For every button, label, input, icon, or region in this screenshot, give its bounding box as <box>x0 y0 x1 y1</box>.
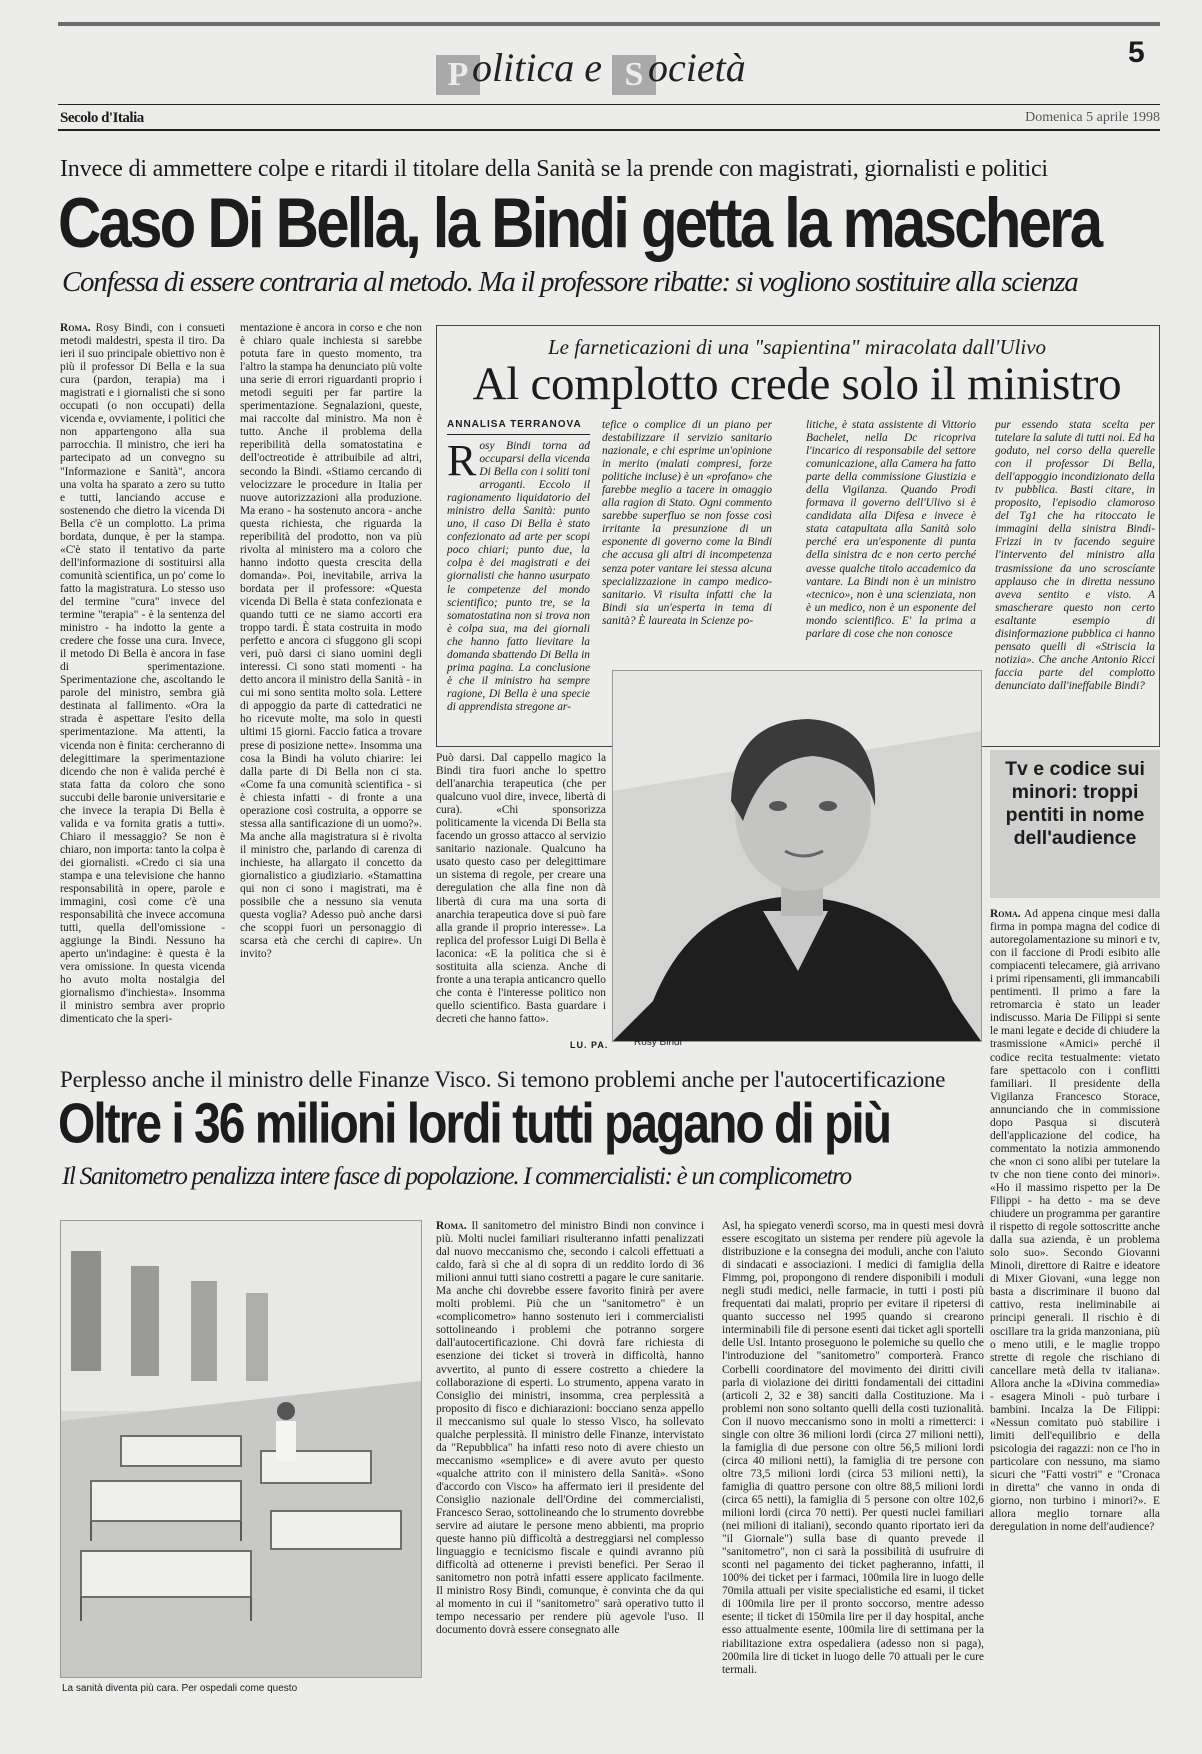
story2-column-1 <box>447 436 590 740</box>
story3-dateline: Roma. <box>990 908 1021 920</box>
story1-column-1-text: Rosy Bindi, con i consueti metodi maldestri, spesta il tiro. Da ieri il suo principale obiettivo non è più il professor Di Bella e la sua cura (pardon, terapia) ma i magistrati e i giornalisti che si sono occupati (o non occupati) della vicenda e, ovviamente, i politici che non appartengono alla sua parrocchia. Il ministro, che ieri ha partecipato ad un convegno su "Informazione e Sanità", ancora una volta ha sparato a zero su tutto e tutti, lanciando accuse e sostenendo che dietro la vicenda Di Bella c'è un complotto. La prima bordata, dunque, è per la stampa. «C'è stato il tentativo da parte dell'informazione di sostituirsi alla comunità scientifica, un po' come lo fatto la magistratura. Lo stesso uso del termine "cura" invece del termine "terapia" - è la sentenza del ministro - ha indotto la gente a credere che fosse una cura. Invece, il metodo Di Bella è ancora in fase di sperimentazione. Sperimentazione che, ascoltando le parole del ministro, sembra già destinata al fallimento. «Ora la strada è aspettare l'esito della sperimentazione. Ma attenti, la vicenda non è finita: cercheranno di delegittimare la sperimentazione dicendo che non è valida perché è stata fatta da coloro che sono succubi delle baronie universitarie e che invece la terapia Di Bella è valida e va fornita gratis a tutti». Chiaro il messaggio? Se non è chiaro, non importa: tanto la colpa è dei giornalisti. «Credo ci sia una stampa e una televisione che hanno responsabilità in opere, parole e immagini, così come c'è una responsabilità che invece accomuna tutti, quella dell'omissione - aggiunge la Bindi. Nessuno ha aperto un'indagine: è questa è la vera omissione. In questa vicenda ho avuto molta nostalgia del giornalismo d'inchiesta». Insomma il ministro sembra aver proprio dimenticato che la speri- <box>60 322 225 1026</box>
story1-dateline: Roma. <box>60 322 91 334</box>
section-initial-2: S <box>612 55 656 95</box>
story3-body: Ad appena cinque mesi dalla firma in pompa magna del codice di autoregolamentazione su minori e tv, con il faccione di Prodi esibito alle compiacenti telecamere, già arrivano i primi ripensamenti, gli immancabili pentimenti. Il primo a fare la retromarcia è stato un leader indiscusso. Maria De Filippi si sente le mani legate e decide di chiudere la trasmissione «Amici» perché il codice recita testualmente: vietato fare spettacolo con i conflitti familiari. Il presidente della Vigilanza Francesco Storace, annunciando che in commissione dopo Pasqua si discuterà dell'applicazione del codice, ha commentato la notizia ammonendo che «non ci sono alibi per tutelare la tv che non tiene conto dei minori». «Ho il massimo rispetto per la De Filippi - ha detto - ma se deve chiudere un programma per garantire il rispetto di regole sottoscritte anche dalla sua azienda, è un problema solo suo». Secondo Giovanni Minoli, direttore di Raitre e ideatore di Mixer Giovani, «una legge non basta a discriminare il buono dal cattivo, resta ineliminabile ai principi generali. Il rischio è di oscillare tra la grida manzoniana, più o meno utili, e le maglie troppo strette di regole che rischiano di cancellare metà della tv italiana». Allora anche la «Divina commedia» - esagera Minoli - può turbare i bambini. Incalza la De Filippi: «Nessun comitato può stabilire i limiti dell'equilibrio e della psicologia dei ragazzi: non ce l'ho in particolare con nessuno, ma siamo sicuri che "Fatti vostri" e "Cronaca in diretta" che vanno in onda di giorno, non turbino i minori?». E allora meglio tornare alla deregulation in nome dell'audience? <box>990 908 1161 1534</box>
story2-column-4: pur essendo stata scelta per tutelare la salute di tutti noi. Ed ha goduto, nel corso della querelle con il professor Di Bella, dell'appoggio incondizionato della tv pubblica. Basti citare, in proposito, l'episodio clamoroso del Tg1 che ha ritoccato le immagini della sinistra Bindi-Frizzi in tv facendo seguire l'intervento del ministro alla trasmissione da uno scroscíante applauso che in diretta nessuno aveva sentito e visto. A smascherare questo non certo esaltante esempio di disinformazione pubblica ci hanno pensato quelli di «Striscia la notizia». Che anche Antonio Ricci faccia parte del complotto denunciato dall'ineffabile Bindi? <box>995 419 1155 692</box>
story1-subhead: Confessa di essere contraria al metodo. Ma il professore ribatte: si vogliono sostituire alla scienza <box>62 266 1078 298</box>
story2-headline: Al complotto crede solo il ministro <box>472 358 1122 410</box>
story3-column <box>990 908 1160 1678</box>
story1-column-1 <box>60 322 225 1062</box>
hospital-photo-caption: La sanità diventa più cara. Per ospedali come questo <box>62 1683 298 1694</box>
portrait-illustration <box>613 671 981 1041</box>
section-initial-1: P <box>436 55 480 95</box>
paper-name: Secolo d'Italia <box>60 110 144 126</box>
story1-headline: Caso Di Bella, la Bindi getta la maschera <box>58 183 1101 263</box>
byline-rule <box>447 434 590 435</box>
story2-kicker: Le farneticazioni di una "sapientina" miracolata dall'Ulivo <box>547 335 1047 359</box>
story4-headline: Oltre i 36 milioni lordi tutti pagano di più <box>58 1093 891 1156</box>
edition-date: Domenica 5 aprile 1998 <box>1025 110 1160 125</box>
hospital-ward-illustration <box>61 1221 421 1677</box>
section-title-part-1: olitica e <box>472 45 612 90</box>
masthead-rule-bottom <box>58 129 1160 131</box>
story2-dropcap: R <box>447 436 477 485</box>
story4-column-2: Asl, ha spiegato venerdì scorso, ma in questi mesi dovrà essere escogitato un sistema per rendere più agevole la distribuzione e la consegna dei moduli, anche con l'aiuto di sindacati e associazioni. I medici di famiglia della Fimmg, poi, propongono di rendere disponibili i moduli negli studi medici, nelle farmacie, in tutti i posti più frequentati dai malati, proprio per evitare il ripetersi di quanto successo nel 1995 quando si crearono interminabili file di persone esenti dai ticket agli sportelli delle Usl. Intanto proseguono le polemiche su quello che l'introduzione del "sanitometro" comporterà. Franco Corbelli coordinatore del movimento dei diritti civili parla di violazione dei diritti fondamentali dei cittadini (articoli 2, 32 e 38) sanciti dalla Costituzione. Ma i problemi non sono soltanto quelli della costi tuzionalità. Con il nuovo meccanismo sono in molti a rimetterci: i single con oltre 36 milioni lordi (circa 27 milioni netti), la famiglia di due persone con oltre 56,5 milioni lordi (circa 40 milioni netti), la famiglia di tre persone con oltre 73,5 milioni lordi (circa 53 milioni netti), la famiglia di quattro persone con oltre 88,5 milioni lordi (circa 65 netti), la famiglia di 5 persone con oltre 102,6 milioni lordi (circa 70 netti). Per questi nuclei familiari (nei milioni di italiani), secondo quanto riportato ieri da "il Giornale") sulla base di quanto prevede il "sanitometro", non ci sarà la possibilità di usufruire di sconti nel pagamento dei ticket pagheranno, infatti, il 100% dei ticket per i farmaci, 100mila lire in luogo delle 70mila attuali per visite specialistiche ed esami, il ticket di 100mila lire per il pronto soccorso, mentre adesso esente; il ticket di 150mila lire per il day hospital, anche esso attualmente esente, 100mila lire di settimana per la riabilitazione extra ospedaliera (adesso non si paga), 200mila lire di ticket in luogo delle 70 attuali per le cure termali. <box>722 1220 984 1676</box>
story4-subhead: Il Sanitometro penalizza intere fasce di popolazione. I commercialisti: è un complicometro <box>62 1163 851 1190</box>
rosy-bindi-caption: Rosy Bindi <box>634 1037 682 1048</box>
page-number: 5 <box>1128 36 1145 69</box>
story1-column-2: mentazione è ancora in corso e che non è chiaro quale inchiesta si sarebbe potuta fare in questo momento, tra l'altro la stampa ha denunciato più volte una serie di errori riguardanti proprio i metodi seguiti per far partire la sperimentazione. Segnalazioni, queste, mai raccolte dal ministro. Ma non è tutto. Anche il problema della reperibilità della somatostatina e dell'octreotide è attribuibile ad altri, secondo la Bindi. «Stiamo cercando di velocizzare le procedure in Italia per nuove autorizzazioni alla produzione. Ma erano - ha sostenuto ancora - anche questa richiesta, che riguarda la reperibilità del prodotto, non va più rivolta al ministero ma a coloro che hanno indotto questa crescita della domanda». Poi, inevitabile, arriva la bordata per il professore: «Questa vicenda Di Bella è stata confezionata e quando tutti ce ne siamo accorti era troppo tardi. È stata costruita in modo perfetto e ancora ci sfuggono gli scopi veri, può darsi ci siano uomini degli interessi. Ci sono stati momenti - ha detto ancora il ministro della Sanità - in cui mi sono sentita molto sola. Lettere di appoggio da parte di cattedratici ne ho ricevute molte, ma solo in questi ultimi 15 giorni. Faccio fatica a trovare prese di posizione nette». Insomma una cosa la Bindi ha voluto chiarire: lei dalla parte di Di Bella non ci sta. «Come fa una comunità scientifica - si è chiesta infatti - di fronte a una operazione così costruita, a opporre se stessa alla santificazione di un uomo?». Ma anche alla magistratura si è rivolta il ministro che, parlando di carenza di inchieste, ha allargato il concetto da giornalistico a giudiziario. «Stamattina qui non ci sono i magistrati, ma è possibile che a nessuno sia venuta questa voglia? Adesso può anche darsi che scoppi fuori un personaggio di scarsa età che cerchi di capire». Un invito? <box>240 322 422 961</box>
story2-column-1-text: osy Bindi torna ad occuparsi della vicenda Di Bella con i soliti toni arroganti. Eccolo il ragionamento liquidatorio del ministro della Sanità: punto uno, il caso Di Bella è stato confezionato ad arte per scopi poco chiari; punto due, la colpa è dei magistrati e dei giornalisti che hanno usurpato le competenze del mondo scientifico; punto tre, se la somatostatina non si trova non è colpa sua, ma dei giornali che hanno fatto lievitare la domanda sbattendo Di Bella in prima pagina. La conclusione è che il ministro ha sempre ragione, Di Bella è una specie di apprendista stregone ar- <box>447 440 590 713</box>
story3-headline: Tv e codice sui minori: troppi pentiti in nome dell'audience <box>1005 758 1145 849</box>
story2-column-2: tefice o complice di un piano per destabilizzare il servizio sanitario nazionale, e chi esprime un'opinione in merito (malati compresi, forze politiche incluse) è un «profano» che farebbe meglio a tacere in omaggio alla ragion di Stato. Ogni commento sarebbe superfluo se non fosse così irritante la presunzione di un esponente di governo come la Bindi che accusa gli altri di incompetenza senza poter vantare lei stessa alcuna specializzazione in campo medico-sanitario. Vi risulta infatti che la Bindi sia un'esperta in tema di sanità? È laureata in Scienze po- <box>602 419 772 627</box>
top-rule <box>58 22 1160 26</box>
story4-dateline: Roma. <box>436 1220 467 1232</box>
story2-byline: ANNALISA TERRANOVA <box>447 419 582 430</box>
story2-column-3: litiche, è stata assistente di Vittorio Bachelet, nella Dc ricopriva l'incarico di responsabile del settore comunicazione, alla Camera ha fatto parte della commissione Giustizia e della Vigilanza. Quando Prodi formava il governo dell'Ulivo si è candidata alla Difesa e invece è stata catapultata alla Sanità solo perché era un'esponente di punta della sinistra dc e non certo perché avesse qualche titolo accademico da vantare. La Bindi non è un ministro «tecnico», non è una scienziata, non è un medico, non è un esponente del mondo scientifico. E' la prima a parlare di cose che non conosce <box>806 419 976 640</box>
rosy-bindi-photo <box>612 670 982 1042</box>
story4-kicker: Perplesso anche il ministro delle Finanze Visco. Si temono problemi anche per l'autocertificazione <box>60 1067 946 1092</box>
hospital-photo <box>60 1220 422 1678</box>
story1-signature: LU. PA. <box>570 1040 609 1050</box>
story1-column-3: Può darsi. Dal cappello magico la Bindi tira fuori anche lo spettro dell'anarchia terapeutica (che per qualcuno vuol dire, invece, libertà di cura). «Chi sponsorizza politicamente la vicenda Di Bella sta facendo un grosso attacco al servizio sanitario nazionale. Qualcuno ha usato questo caso per delegittimare un sistema di regole, per creare una deregulation che alla fine non dà libertà di cura ma una sorta di anarchia terapeutica dove si può fare alla grande il proprio interesse». La replica del professor Luigi Di Bella è laconica: «E la politica che si è sostituita alla scienza. Anche di fronte a una terapia anticancro quello che conta è l'interesse politico non quello scientifico. Basta guardare i decreti che hanno fatto». <box>436 752 606 1025</box>
story4-column-1-text: Il sanitometro del ministro Bindi non convince i più. Molti nuclei familiari risulteranno infatti penalizzati dal nuovo meccanismo che, secondo i calcoli effettuati a caldo, farà sì che al di sopra di un reddito lordo di 36 milioni annui tutti siano costretti a pagare le cure sanitarie. Ma anche chi dovrebbe essere favorito finirà per avere molti problemi. Più che un "sanitometro" è un «complicometro» hanno sostenuto ieri i commercialisti sottolineando i problemi che potranno sorgere dall'autocertificazione. Chi dovrà fare richiesta di esenzione dei ticket si troverà in difficoltà, hanno avvertito, al punto di essere costretto a chiedere la collaborazione di esperti. Lo strumento, appena varato in Consiglio dei ministri, insomma, crea perplessità a proposito di fisco e dichiarazioni: bocciano senza appello il meccanismo sul quale lo stesso Visco, ha sollevato qualche perplessità. Il ministro delle Finanze, intervistato da "Repubblica" ha infatti reso noto di avere chiesto un meccanismo «semplice» e di avere avuto per questo «qualche attrito con il ministero della Sanità». «Sono d'accordo con Visco» ha affermato ieri il presidente del Consiglio nazionale dell'Ordine dei commercialisti, Francesco Serao, sottolineando che lo strumento dovrebbe servire ad aiutare le persone meno abbienti, ma proprio queste hanno più difficoltà a destreggiarsi nel complesso linguaggio e tecnicismo fiscale e quindi avranno più difficoltà ad ottenerne i previsti benefici. Per Serao il sanitometro non potrà infatti essere applicato facilmente. Il ministro Rosy Bindi, comunque, è convinta che da qui al momento in cui il "sanitometro" sarà operativo tutto il tempo necessario per rendere più agevole l'uso. Il documento dovrà essere consegnato alle <box>436 1220 704 1637</box>
story1-kicker: Invece di ammettere colpe e ritardi il titolare della Sanità se la prende con magistrati, giornalisti e politici <box>60 156 1048 182</box>
section-title <box>436 44 746 104</box>
masthead-rule-top <box>58 104 1160 105</box>
section-title-part-2: ocietà <box>647 45 746 90</box>
story4-column-1 <box>436 1220 704 1734</box>
